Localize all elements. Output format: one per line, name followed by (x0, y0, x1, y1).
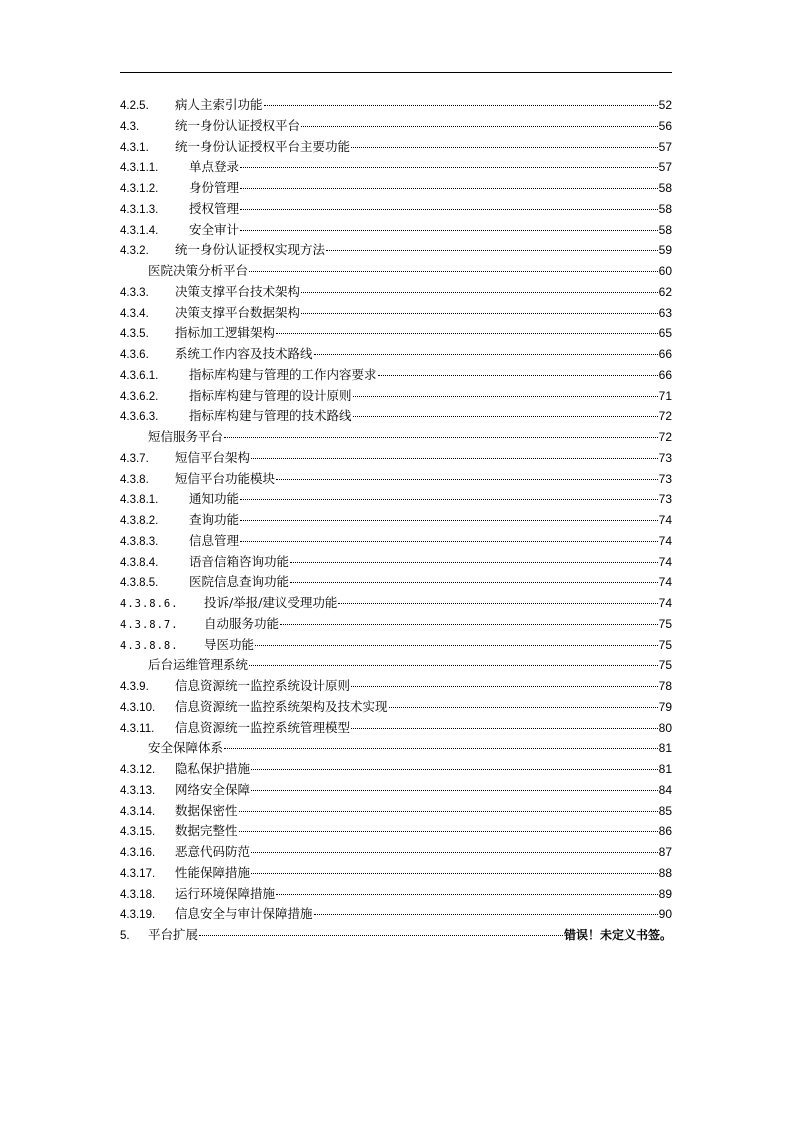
toc-entry-number: 4.3.9. (120, 681, 149, 693)
toc-entry-title: 决策支撑平台技术架构 (175, 283, 301, 299)
dot-leader (251, 873, 658, 874)
toc-entry-title: 短信平台功能模块 (175, 470, 276, 486)
toc-entry-page: 72 (658, 430, 672, 444)
toc-entry-page: 79 (658, 699, 672, 714)
toc-entry-page: 74 (658, 554, 672, 569)
dot-leader (249, 665, 658, 666)
toc-entry[interactable] (120, 116, 672, 137)
toc-entry-number: 4.3.8.5. (120, 577, 159, 590)
toc-entry[interactable] (120, 95, 672, 116)
toc-entry-number: 4.3.6. (120, 349, 149, 361)
dot-leader (240, 520, 658, 521)
dot-leader (239, 811, 658, 812)
toc-entry-title: 安全保障体系 (148, 740, 224, 756)
toc-entry-title: 通知功能 (189, 491, 240, 507)
dot-leader (378, 375, 658, 376)
toc-entry[interactable] (120, 552, 672, 573)
toc-entry[interactable] (120, 863, 672, 884)
dot-leader (240, 209, 658, 210)
dot-leader (351, 728, 658, 729)
toc-entry[interactable] (120, 884, 672, 905)
toc-entry-page: 62 (658, 284, 672, 299)
toc-entry-title: 短信平台架构 (175, 449, 251, 465)
toc-entry[interactable] (120, 801, 672, 822)
toc-entry-number: 4.3.16. (120, 847, 156, 859)
toc-entry-title: 运行环境保障措施 (175, 885, 276, 901)
toc-entry-title: 数据保密性 (175, 802, 238, 818)
toc-entry-number: 4.3.8.3. (120, 535, 159, 548)
header-rule (120, 72, 672, 73)
toc-entry-number: 4.3.19. (120, 909, 156, 922)
toc-entry[interactable] (120, 904, 672, 925)
toc-entry-title: 医院决策分析平台 (148, 263, 249, 278)
toc-entry[interactable] (120, 406, 672, 427)
toc-entry-page: 74 (658, 596, 672, 610)
toc-entry-number: 4.3.1.3. (120, 203, 159, 216)
dot-leader (249, 271, 658, 272)
toc-entry-title: 性能保障措施 (175, 864, 251, 880)
toc-entry-page: 78 (658, 679, 672, 693)
toc-entry-title: 信息资源统一监控系统管理模型 (175, 719, 351, 735)
toc-entry[interactable] (120, 759, 672, 780)
toc-entry-page: 65 (658, 326, 672, 341)
toc-entry-number: 4.3.3. (120, 286, 149, 299)
toc-entry-page: 89 (658, 886, 672, 901)
toc-entry-title: 单点登录 (189, 159, 240, 175)
toc-entry-page: 85 (658, 803, 672, 818)
dot-leader (314, 354, 658, 355)
toc-entry[interactable] (120, 427, 672, 448)
toc-entry-number: 4.3.2. (120, 245, 149, 258)
toc-entry-page: 81 (658, 762, 672, 776)
toc-entry[interactable] (120, 448, 672, 469)
dot-leader (290, 562, 658, 563)
toc-entry[interactable] (120, 780, 672, 801)
dot-leader (224, 748, 658, 749)
toc-entry-page: 错误！未定义书签。 (563, 928, 672, 942)
dot-leader (326, 250, 658, 251)
toc-entry[interactable] (120, 510, 672, 531)
toc-entry-title: 病人主索引功能 (175, 97, 263, 112)
toc-entry-number: 4.3.8.8. (120, 639, 179, 652)
toc-entry-number: 4.3.15. (120, 826, 156, 839)
toc-entry-title: 指标加工逻辑架构 (175, 325, 276, 341)
dot-leader (353, 416, 658, 417)
toc-entry-number: 4.3.6.2. (120, 390, 159, 403)
toc-entry[interactable] (120, 469, 672, 490)
toc-entry-number: 4.3.1.1. (120, 162, 159, 175)
toc-entry-title: 指标库构建与管理的工作内容要求 (189, 366, 377, 382)
toc-entry-title: 隐私保护措施 (175, 761, 251, 776)
toc-entry-page: 58 (658, 222, 672, 237)
toc-entry-title: 指标库构建与管理的技术路线 (189, 408, 352, 424)
toc-entry-number: 4.3.1.2. (120, 183, 159, 195)
dot-leader (301, 313, 658, 314)
toc-entry[interactable] (120, 489, 672, 510)
toc-entry-page: 58 (658, 181, 672, 195)
toc-entry-number: 4.3.8.1. (120, 494, 159, 507)
dot-leader (276, 894, 658, 895)
toc-entry-number: 4.2.5. (120, 100, 149, 112)
toc-entry-page: 71 (658, 388, 672, 403)
toc-entry-title: 安全审计 (189, 221, 240, 237)
dot-leader (251, 769, 658, 770)
dot-leader (351, 686, 658, 687)
toc-entry-page: 57 (658, 139, 672, 154)
dot-leader (276, 479, 658, 480)
toc-entry-page: 84 (658, 782, 672, 797)
toc-entry-number: 4.3.5. (120, 328, 149, 341)
toc-entry-title: 决策支撑平台数据架构 (175, 304, 301, 320)
toc-entry-number: 4.3.1.4. (120, 224, 159, 237)
toc-entry[interactable] (120, 282, 672, 303)
toc-entry-title: 自动服务功能 (204, 615, 280, 631)
toc-entry-page: 72 (658, 409, 672, 424)
toc-entry-title: 系统工作内容及技术路线 (175, 346, 313, 361)
toc-entry-title: 导医功能 (204, 636, 255, 652)
toc-entry-page: 73 (658, 450, 672, 465)
dot-leader (353, 396, 658, 397)
dot-leader (239, 831, 658, 832)
toc-entry[interactable] (120, 261, 672, 282)
toc-entry-title: 统一身份认证授权实现方法 (175, 242, 326, 258)
toc-entry-title: 信息资源统一监控系统架构及技术实现 (175, 698, 388, 714)
toc-entry-page: 75 (658, 637, 672, 652)
dot-leader (240, 188, 658, 189)
toc-entry-title: 网络安全保障 (175, 781, 251, 797)
dot-leader (224, 437, 658, 438)
toc-entry-title: 信息资源统一监控系统设计原则 (175, 678, 351, 693)
dot-leader (314, 914, 658, 915)
toc-entry-number: 4.3.13. (120, 784, 156, 797)
toc-entry-number: 4.3.6.3. (120, 411, 159, 424)
toc-entry-number: 4.3.8.6. (120, 598, 179, 610)
toc-entry-number: 4.3.18. (120, 888, 156, 901)
toc-entry-number: 4.3.1. (120, 141, 149, 154)
toc-entry-page: 58 (658, 201, 672, 216)
dot-leader (240, 230, 658, 231)
table-of-contents (120, 95, 672, 946)
toc-entry-title: 统一身份认证授权平台主要功能 (175, 138, 351, 154)
toc-entry-page: 52 (658, 98, 672, 112)
toc-entry-number: 4.3.8.4. (120, 556, 159, 569)
toc-entry[interactable] (120, 925, 672, 946)
toc-entry-page: 73 (658, 471, 672, 486)
dot-leader (301, 126, 658, 127)
toc-entry[interactable] (120, 593, 672, 614)
toc-entry-title: 统一身份认证授权平台 (175, 117, 301, 133)
toc-entry-title: 信息管理 (189, 532, 240, 548)
toc-entry-page: 81 (658, 741, 672, 756)
dot-leader (351, 147, 658, 148)
toc-entry[interactable] (120, 572, 672, 593)
toc-entry-title: 语音信箱咨询功能 (189, 553, 290, 569)
dot-leader (240, 499, 658, 500)
toc-entry[interactable] (120, 240, 672, 261)
toc-entry-number: 4.3.17. (120, 867, 156, 880)
toc-entry-page: 74 (658, 533, 672, 548)
dot-leader (255, 645, 658, 646)
toc-entry-page: 87 (658, 845, 672, 859)
dot-leader (251, 790, 658, 791)
toc-entry[interactable] (120, 365, 672, 386)
toc-entry-number: 4.3.8.2. (120, 515, 159, 527)
toc-entry[interactable] (120, 821, 672, 842)
toc-entry-title: 恶意代码防范 (175, 844, 251, 859)
dot-leader (251, 458, 658, 459)
toc-entry-number: 4.3.8. (120, 473, 149, 486)
toc-entry[interactable] (120, 718, 672, 739)
toc-entry-title: 数据完整性 (175, 823, 238, 839)
toc-entry-page: 75 (658, 658, 672, 673)
toc-entry-title: 医院信息查询功能 (189, 574, 290, 590)
toc-entry-page: 75 (658, 616, 672, 631)
dot-leader (301, 292, 658, 293)
dot-leader (389, 707, 658, 708)
toc-entry[interactable] (120, 178, 672, 199)
toc-entry-page: 80 (658, 720, 672, 735)
toc-entry-number: 5. (120, 930, 130, 942)
dot-leader (199, 935, 563, 936)
toc-entry-page: 90 (658, 907, 672, 922)
toc-entry-title: 平台扩展 (148, 927, 199, 942)
toc-entry[interactable] (120, 137, 672, 158)
toc-entry-number: 4.3.7. (120, 452, 149, 465)
toc-entry-title: 后台运维管理系统 (148, 657, 249, 673)
toc-entry-page: 59 (658, 243, 672, 258)
toc-entry[interactable] (120, 220, 672, 241)
toc-entry-page: 56 (658, 118, 672, 133)
toc-entry-number: 4.3.14. (120, 805, 156, 818)
toc-entry-page: 57 (658, 160, 672, 175)
toc-entry[interactable] (120, 323, 672, 344)
toc-entry[interactable] (120, 344, 672, 365)
toc-entry-number: 4.3.4. (120, 307, 149, 320)
toc-entry-page: 73 (658, 492, 672, 507)
toc-entry-number: 4.3. (120, 120, 140, 133)
toc-entry[interactable] (120, 199, 672, 220)
toc-entry[interactable] (120, 842, 672, 863)
toc-entry-page: 66 (658, 367, 672, 382)
dot-leader (290, 582, 658, 583)
toc-entry-title: 短信服务平台 (148, 429, 224, 444)
toc-entry[interactable] (120, 697, 672, 718)
toc-entry-number: 4.3.8.7. (120, 618, 179, 631)
toc-entry-number: 4.3.10. (120, 701, 156, 714)
toc-entry[interactable] (120, 157, 672, 178)
toc-entry-page: 60 (658, 264, 672, 278)
toc-entry-number: 4.3.12. (120, 764, 156, 776)
toc-entry-title: 信息安全与审计保障措施 (175, 906, 313, 922)
toc-entry-title: 投诉/举报/建议受理功能 (204, 595, 338, 610)
toc-entry[interactable] (120, 531, 672, 552)
dot-leader (264, 105, 658, 106)
toc-entry-title: 查询功能 (189, 512, 240, 527)
toc-entry[interactable] (120, 676, 672, 697)
dot-leader (240, 541, 658, 542)
dot-leader (338, 603, 657, 604)
toc-entry[interactable] (120, 655, 672, 676)
dot-leader (276, 333, 658, 334)
dot-leader (240, 167, 658, 168)
toc-entry[interactable] (120, 614, 672, 635)
toc-entry[interactable] (120, 386, 672, 407)
toc-entry-title: 授权管理 (189, 200, 240, 216)
toc-entry-page: 86 (658, 824, 672, 839)
toc-entry-page: 74 (658, 513, 672, 527)
toc-entry-page: 88 (658, 865, 672, 880)
toc-entry-number: 4.3.6.1. (120, 369, 159, 382)
toc-entry[interactable] (120, 303, 672, 324)
toc-entry[interactable] (120, 738, 672, 759)
dot-leader (280, 624, 658, 625)
toc-entry-number: 4.3.11. (120, 722, 155, 735)
toc-entry-page: 66 (658, 347, 672, 361)
toc-entry-page: 74 (658, 575, 672, 590)
toc-entry-title: 身份管理 (189, 180, 240, 195)
toc-entry[interactable] (120, 635, 672, 656)
toc-entry-title: 指标库构建与管理的设计原则 (189, 387, 352, 403)
dot-leader (251, 852, 658, 853)
toc-entry-page: 63 (658, 305, 672, 320)
